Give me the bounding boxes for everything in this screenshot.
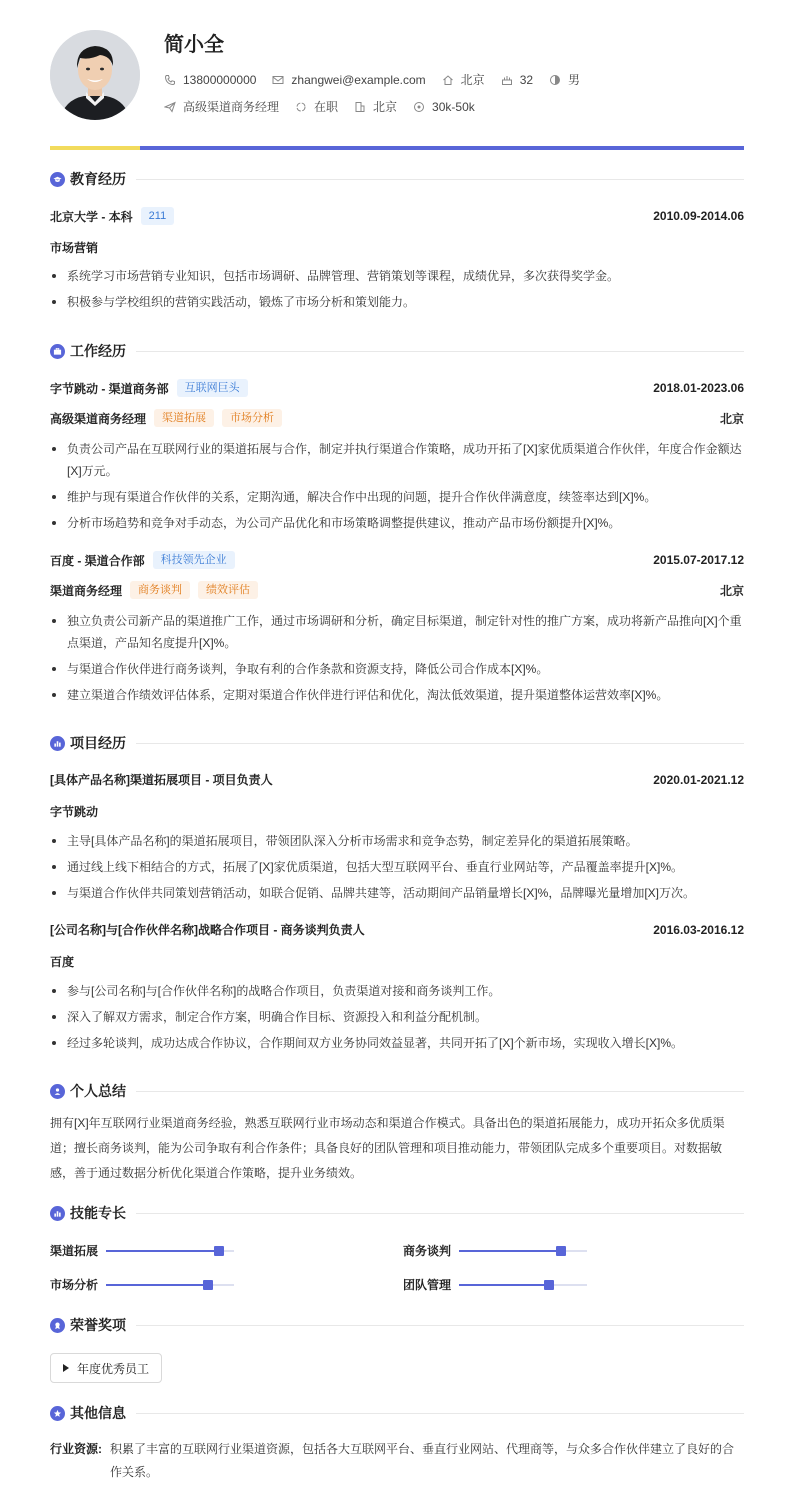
star-badge-icon — [50, 1406, 65, 1421]
chart-icon — [50, 736, 65, 751]
section-title-text: 荣誉奖项 — [70, 1317, 126, 1333]
section-title-text: 其他信息 — [70, 1405, 126, 1421]
skill-tag: 绩效评估 — [198, 581, 258, 599]
home-icon — [442, 74, 454, 86]
skill-level-bar — [459, 1250, 587, 1252]
city-item — [354, 98, 397, 115]
header-divider — [50, 146, 744, 150]
gender-item — [549, 71, 580, 88]
work-period: 2018.01-2023.06 — [653, 381, 744, 395]
salary-item — [413, 100, 475, 114]
list-item: 系统学习市场营销专业知识，包括市场调研、品牌管理、营销策划等课程，成绩优异，多次获得奖学金。 — [50, 265, 744, 287]
section-title-text: 技能专长 — [70, 1205, 126, 1221]
list-item: 分析市场趋势和竞争对手动态，为公司产品优化和市场策略调整提供建议，推动产品市场份额提升[X]%。 — [50, 512, 744, 534]
project-name: [具体产品名称]渠道拓展项目 - 项目负责人 — [50, 773, 273, 787]
section-title-text: 项目经历 — [70, 735, 126, 751]
job-title: 高级渠道商务经理 — [50, 411, 147, 426]
salary-value: 30k-50k — [432, 99, 475, 114]
work-entry-role — [50, 581, 744, 599]
skill-level-knob — [544, 1280, 554, 1290]
section-summary — [50, 1081, 744, 1101]
skill-item — [50, 1276, 234, 1293]
project-entry-header — [50, 771, 744, 788]
section-awards — [50, 1315, 744, 1335]
candidate-name: 简小全 — [164, 34, 224, 56]
list-item: 主导[具体产品名称]的渠道拓展项目，带领团队深入分析市场需求和竞争态势，制定差异化的渠道拓展策略。 — [50, 830, 744, 852]
other-info-item — [50, 1438, 744, 1484]
send-icon — [164, 101, 176, 113]
other-info-key: 行业资源: — [50, 1442, 102, 1456]
education-period: 2010.09-2014.06 — [653, 209, 744, 223]
refresh-icon — [295, 101, 307, 113]
award-name: 年度优秀员工 — [77, 1361, 150, 1376]
age-value: 32 — [519, 72, 534, 87]
award-item — [50, 1353, 162, 1383]
work-entry-header — [50, 379, 744, 397]
list-item: 负责公司产品在互联网行业的渠道拓展与合作，制定并执行渠道合作策略，成功开拓了[X]家优质渠道合作伙伴，年度合作金额达[X]万元。 — [50, 438, 744, 482]
position-item — [164, 98, 279, 115]
status-value: 在职 — [314, 100, 339, 114]
mail-icon — [272, 74, 284, 86]
phone-icon — [164, 74, 176, 86]
project-period: 2020.01-2021.12 — [653, 772, 744, 787]
skill-tag: 商务谈判 — [130, 581, 190, 599]
other-info-value: 积累了丰富的互联网行业渠道资源，包括各大互联网平台、垂直行业网站、代理商等，与众多合作伙伴建立了良好的合作关系。 — [110, 1442, 735, 1479]
skill-item — [50, 1242, 234, 1259]
work-location: 北京 — [719, 583, 744, 598]
work-location: 北京 — [719, 411, 744, 426]
divider-blue — [140, 146, 744, 150]
job-title: 渠道商务经理 — [50, 583, 123, 598]
list-item: 与渠道合作伙伴共同策划营销活动，如联合促销、品牌共建等，活动期间产品销量增长[X]%，品牌曝光量增加[X]万次。 — [50, 882, 744, 904]
age-item — [501, 73, 533, 87]
work-entry-header — [50, 551, 744, 569]
section-other — [50, 1403, 744, 1423]
section-rule — [136, 1413, 744, 1414]
city-value: 北京 — [373, 100, 398, 114]
section-rule — [136, 179, 744, 180]
skill-level-fill — [459, 1284, 549, 1286]
list-item: 建立渠道合作绩效评估体系，定期对渠道合作伙伴进行评估和优化，淘汰低效渠道，提升渠道整体运营效率[X]%。 — [50, 684, 744, 706]
position-value: 高级渠道商务经理 — [183, 100, 280, 114]
section-title-text: 工作经历 — [70, 343, 126, 359]
project-name: [公司名称]与[合作伙伴名称]战略合作项目 - 商务谈判负责人 — [50, 923, 365, 937]
project-period: 2016.03-2016.12 — [653, 922, 744, 937]
skill-name: 商务谈判 — [403, 1244, 452, 1258]
education-major: 市场营销 — [50, 241, 99, 255]
list-item: 深入了解双方需求，制定合作方案，明确合作目标、资源投入和利益分配机制。 — [50, 1006, 744, 1028]
skill-level-bar — [106, 1284, 234, 1286]
skill-name: 渠道拓展 — [50, 1244, 99, 1258]
section-rule — [136, 1325, 744, 1326]
project-org: 字节跳动 — [50, 805, 99, 819]
list-item: 参与[公司名称]与[合作伙伴名称]的战略合作项目，负责渠道对接和商务谈判工作。 — [50, 980, 744, 1002]
skill-level-fill — [106, 1250, 219, 1252]
skill-item — [403, 1276, 587, 1293]
building-icon — [354, 101, 366, 113]
avatar — [50, 30, 140, 120]
phone-number: 13800000000 — [183, 72, 257, 87]
skill-item — [403, 1242, 587, 1259]
section-title-text: 教育经历 — [70, 171, 126, 187]
contact-row — [164, 71, 596, 88]
section-rule — [136, 351, 744, 352]
hometown-item — [442, 71, 485, 88]
work-entry-role — [50, 409, 744, 427]
resume-header — [50, 26, 744, 126]
gender-value: 男 — [568, 73, 581, 87]
skill-tag: 市场分析 — [222, 409, 282, 427]
section-skills — [50, 1203, 744, 1223]
divider-yellow — [50, 146, 140, 150]
medal-icon — [50, 1318, 65, 1333]
list-item: 维护与现有渠道合作伙伴的关系，定期沟通，解决合作中出现的问题，提升合作伙伴满意度，续签率达到[X]%。 — [50, 486, 744, 508]
section-rule — [136, 1091, 744, 1092]
summary-text: 拥有[X]年互联网行业渠道商务经验，熟悉互联网行业市场动态和渠道合作模式。具备出色的渠道拓展能力，成功开拓众多优质渠道；擅长商务谈判，能为公司争取有利合作条件；具备良好的团队管理和项目推动能力，带领团队完成多个重要项目。对数据敏感，善于通过数据分析优化渠道合作策略，提升业务绩效。 — [50, 1116, 725, 1180]
list-item: 与渠道合作伙伴进行商务谈判，争取有利的合作条款和资源支持，降低公司合作成本[X]%。 — [50, 658, 744, 680]
gender-icon — [549, 74, 561, 86]
skill-name: 团队管理 — [403, 1278, 452, 1292]
section-rule — [136, 743, 744, 744]
skill-tag: 渠道拓展 — [154, 409, 214, 427]
company-tag: 互联网巨头 — [177, 379, 248, 397]
briefcase-icon — [50, 344, 65, 359]
user-icon — [50, 1084, 65, 1099]
list-item: 通过线上线下相结合的方式，拓展了[X]家优质渠道，包括大型互联网平台、垂直行业网站等，产品覆盖率提升[X]%。 — [50, 856, 744, 878]
list-item: 经过多轮谈判，成功达成合作协议，合作期间双方业务协同效益显著，共同开拓了[X]个新市场，实现收入增长[X]%。 — [50, 1032, 744, 1054]
hometown-value: 北京 — [460, 73, 485, 87]
section-rule — [136, 1213, 744, 1214]
list-item: 积极参与学校组织的营销实践活动，锻炼了市场分析和策划能力。 — [50, 291, 744, 313]
section-work — [50, 341, 744, 361]
phone-item — [164, 73, 256, 87]
triangle-right-icon — [63, 1364, 69, 1372]
job-intent-row — [164, 98, 491, 115]
chart-icon — [50, 1206, 65, 1221]
skill-level-knob — [203, 1280, 213, 1290]
education-entry-header — [50, 207, 744, 225]
skill-level-knob — [556, 1246, 566, 1256]
work-period: 2015.07-2017.12 — [653, 553, 744, 567]
avatar-portrait-image — [50, 30, 140, 120]
school-tag: 211 — [141, 207, 175, 225]
company-name: 字节跳动 - 渠道商务部 — [50, 381, 169, 396]
graduation-cap-icon — [50, 172, 65, 187]
list-item: 独立负责公司新产品的渠道推广工作，通过市场调研和分析，确定目标渠道，制定针对性的推广方案，成功将新产品推向[X]个重点渠道，产品知名度提升[X]%。 — [50, 610, 744, 654]
school-name: 北京大学 - 本科 — [50, 209, 133, 224]
email-item — [272, 73, 425, 87]
coin-icon — [413, 101, 425, 113]
skill-level-bar — [106, 1250, 234, 1252]
skill-level-fill — [106, 1284, 208, 1286]
company-name: 百度 - 渠道合作部 — [50, 553, 145, 568]
section-education — [50, 169, 744, 189]
skill-name: 市场分析 — [50, 1278, 99, 1292]
project-entry-header — [50, 921, 744, 938]
project-org: 百度 — [50, 955, 75, 969]
skill-level-bar — [459, 1284, 587, 1286]
skill-level-knob — [214, 1246, 224, 1256]
company-tag: 科技领先企业 — [153, 551, 235, 569]
section-projects — [50, 733, 744, 753]
status-item — [295, 98, 338, 115]
cake-icon — [501, 74, 513, 86]
section-title-text: 个人总结 — [70, 1083, 126, 1099]
email-address: zhangwei@example.com — [291, 72, 426, 87]
skill-level-fill — [459, 1250, 561, 1252]
